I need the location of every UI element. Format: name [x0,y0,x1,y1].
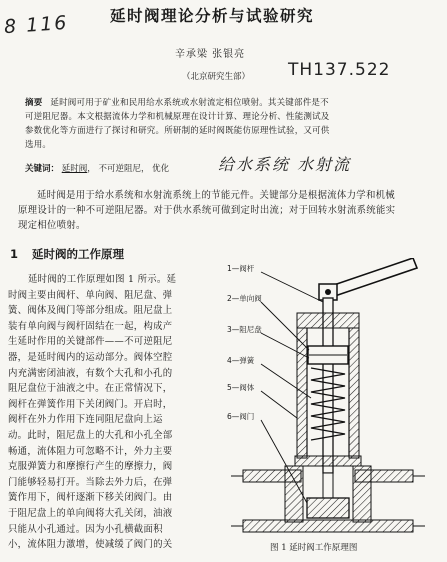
abstract-line-2: 可逆阻尼器。本文根据流体力学和机械原理在设计计算、理论分析、性能测试及 [25,112,330,122]
section-heading [10,246,124,262]
handwritten-note-top-right: TH137.522 [288,60,391,80]
abstract-label: 摘要 [25,98,43,108]
body-line: 延时阀的工作原理如图 1 所示。延 [28,274,177,285]
affiliation: （北京研究生部） [182,72,251,82]
keyword-item: 延时阀 [61,164,88,174]
abstract-line-4: 选用。 [25,140,52,150]
body-line: 克服弹簧力和摩擦行产生的摩擦力，阀 [8,461,173,473]
handwritten-note-top-left: 8 116 [3,11,70,39]
body-line: 时阀主要由阀杆、单向阀、阻尼盘、弹 [8,289,173,301]
handle-lever [319,258,417,300]
section-number: 1 [10,247,19,261]
body-line: 畅通，流体阻力可忽略不计，外力主要 [8,445,173,457]
keyword-item: 优化 [152,164,170,174]
valve-gate [307,473,349,518]
figure-caption: 图 1 延时阀工作原理图 [270,543,358,553]
intro-line: 延时阀是用于给水系统和水射流系统上的节能元件。关键部分是根据流体力学和机械 [37,190,395,201]
figure-label: 4—弹簧 [227,356,255,365]
body-line: 器，是延时阀内的运动部分。阀体空腔 [8,351,173,363]
abstract-line-1: 延时阀可用于矿业和民用给水系统或水射流定相位喷射。其关键部件是不 [50,98,329,108]
body-line: 小，流体阻力激增，使减缓了阀门的关 [8,539,173,551]
keywords-label: 关键词： [25,164,60,174]
intro-line: 原理设计的一种不可逆阻尼器。对于供水系统可做到定时出流；对于回转水射流系统能实 [18,205,396,216]
body-line: 簧、阀体及阀门等部分组成。阻尼盘上 [8,305,173,317]
damping-disc [308,346,348,364]
body-line: 生延时作用的关键部件——不可逆阻尼 [8,336,173,348]
keyword-item: 不可逆阻尼 [98,164,141,174]
figure-label: 6—阀门 [227,412,255,421]
intro-paragraph [18,188,438,233]
body-line: 阻尼盘位于油液之中。在正常情况下， [8,383,173,395]
body-line: 于阻尼盘上的单向阀将大孔关闭，油液 [8,507,173,519]
keywords: 关键词： 延时阀， 不可逆阻尼， 优化 [25,164,170,174]
intro-line: 现定相位喷射。 [18,220,86,231]
abstract-line-3: 参数优化等方面进行了探讨和研究。所研制的延时阀既能仿原理性试验，又可供 [25,126,330,136]
body-line: 阀杆在外力作用下连同阻尼盘向上运 [8,414,163,426]
figure-label: 2—单向阀 [227,294,262,303]
body-line: 装有单向阀与阀杆固结在一起，构成产 [8,320,173,332]
body-text [8,272,223,553]
figure-label: 1—阀杆 [227,264,255,273]
figure-label: 3—阻尼盘 [227,325,262,334]
authors: 辛承梁 张银亮 [175,49,246,60]
body-line: 内充满密闭油液，有数个大孔和小孔的 [8,367,173,379]
handwritten-keyword-notes: 给水系统 水射流 [218,155,352,174]
figure-1 [225,258,440,558]
figure-label: 5—阀体 [227,383,255,392]
body-line: 簧作用下，阀杆逐渐下移关闭阀门。由 [8,492,173,504]
body-line: 只能从小孔通过。因为小孔横截面积 [8,523,163,535]
paper-title: 延时阀理论分析与试验研究 [110,7,315,25]
body-line: 阀杆在弹簧作用下关闭阀门。开启时， [8,398,173,410]
body-line: 门能够轻易打开。当除去外力后，在弹 [8,476,173,488]
abstract [25,96,435,152]
body-line: 动。此时，阻尼盘上的大孔和小孔全部 [8,429,173,441]
section-title: 延时阀的工作原理 [32,247,125,261]
